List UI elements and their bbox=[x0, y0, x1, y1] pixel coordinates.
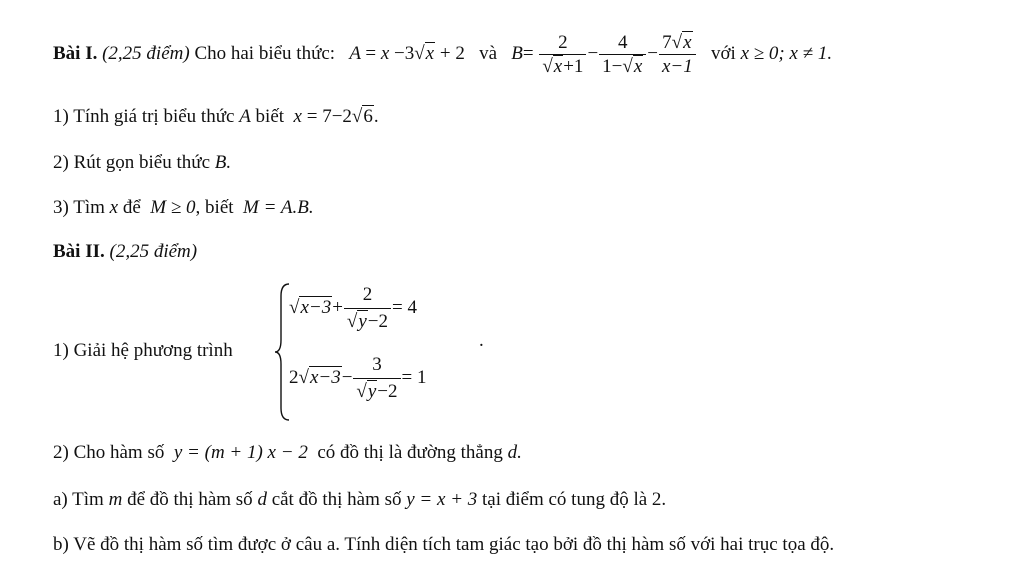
bai2-line bbox=[53, 242, 197, 261]
bai2-points: (2,25 điểm) bbox=[109, 241, 198, 262]
bai2-label: Bài II. bbox=[53, 241, 105, 262]
question-2: 2) Rút gọn biểu thức B. bbox=[53, 152, 232, 173]
equation-system bbox=[275, 282, 515, 422]
expr-b: B= $\frac{2}{√x+1}$ − $\frac{4}{1-√x}$ − $\frac{7√x}{x-1}$ bbox=[511, 43, 701, 64]
bai1-intro: Cho hai biểu thức: bbox=[194, 42, 336, 64]
question-1: 1) Tính giá trị biểu thức A biết x = 7−2√6. bbox=[53, 106, 379, 127]
fraction: $\frac{4}{1-√x}$ bbox=[599, 33, 646, 76]
equation-2: 2√x−3− $\frac{3}{√y-2}$ = 1 bbox=[289, 354, 427, 402]
expr-a: A = x −3√x + 2 bbox=[349, 42, 465, 64]
bai1-label: Bài I. bbox=[53, 42, 98, 64]
question-3: 3) Tìm x để M ≥ 0, biết M = A.B. bbox=[53, 197, 314, 218]
system-period: . bbox=[479, 330, 484, 351]
fraction: $\frac{7√x}{x-1}$ bbox=[659, 33, 696, 76]
fraction: $\frac{2}{√y-2}$ bbox=[344, 284, 391, 333]
cond-prefix: với bbox=[710, 42, 736, 64]
and-word: và bbox=[479, 42, 498, 64]
fraction: $\frac{3}{√y-2}$ bbox=[353, 354, 400, 403]
bai1-points: (2,25 điểm) bbox=[102, 42, 190, 64]
bai1-line bbox=[53, 33, 832, 76]
equation-1: √x−3+ $\frac{2}{√y-2}$ = 4 bbox=[289, 284, 417, 332]
q1-expr: x = 7−2√6. bbox=[293, 106, 379, 127]
cond: x ≥ 0; x ≠ 1. bbox=[740, 42, 833, 64]
question-2-function: 2) Cho hàm số y = (m + 1) x − 2 có đồ thị là đường thẳng d. bbox=[53, 442, 522, 463]
question-a: a) Tìm m để đồ thị hàm số d cắt đồ thị hàm số y = x + 3 tại điểm có tung độ là 2. bbox=[53, 489, 667, 510]
system-prompt: 1) Giải hệ phương trình bbox=[53, 340, 233, 361]
question-b: b) Vẽ đồ thị hàm số tìm được ở câu a. Tính diện tích tam giác tạo bởi đồ thị hàm số với hai trục tọa độ. bbox=[53, 534, 835, 555]
fraction: $\frac{2}{√x+1}$ bbox=[539, 33, 586, 76]
